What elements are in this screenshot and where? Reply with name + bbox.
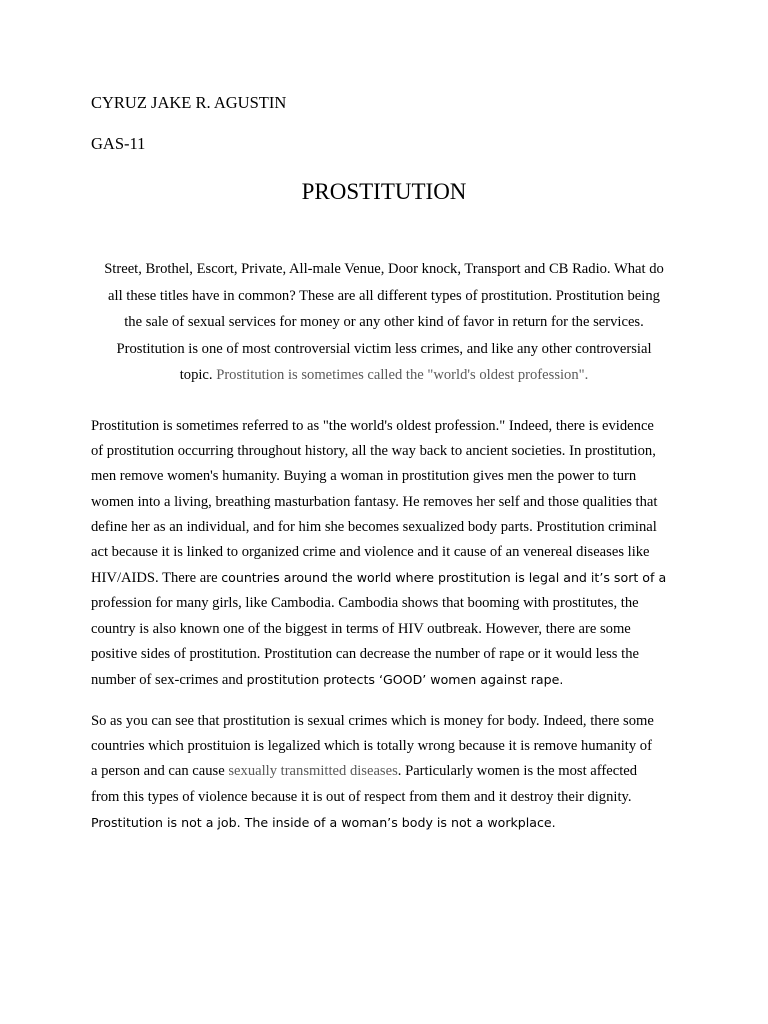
pasted-fragment: countries around the world where prostitution is legal and it’s sort of a bbox=[221, 570, 667, 586]
intro-quote: Prostitution is sometimes called the "world's oldest profession". bbox=[216, 367, 589, 383]
line-fragment: a person and can cause bbox=[91, 763, 229, 780]
paragraph-line: act because it is linked to organized crime and violence and it cause of an venereal diseases like bbox=[91, 544, 650, 561]
paragraph-line: women into a living, breathing masturbation fantasy. He removes her self and those qualities that bbox=[91, 493, 658, 510]
intro-paragraph bbox=[80, 256, 688, 389]
pasted-fragment: prostitution protects ‘GOOD’ women against rape. bbox=[246, 672, 564, 688]
paragraph-line: men remove women's humanity. Buying a woman in prostitution gives men the power to turn bbox=[91, 468, 637, 485]
intro-line: all these titles have in common? These are all different types of prostitution. Prostitution being bbox=[108, 287, 660, 304]
paragraph-line bbox=[91, 565, 691, 591]
intro-line-start: topic. bbox=[179, 367, 217, 383]
essay-title: PROSTITUTION bbox=[301, 179, 467, 204]
line-fragment: . Particularly women is the most affected bbox=[397, 763, 638, 780]
paragraph-line: So as you can see that prostitution is sexual crimes which is money for body. Indeed, there some bbox=[91, 713, 654, 729]
body-paragraph-2 bbox=[91, 709, 691, 835]
intro-line: Street, Brothel, Escort, Private, All-male Venue, Door knock, Transport and CB Radio. What do bbox=[104, 261, 664, 277]
line-fragment: number of sex-crimes and bbox=[91, 672, 247, 689]
highlighted-term: sexually transmitted diseases bbox=[228, 763, 398, 780]
closing-statement: Prostitution is not a job. The inside of a woman’s body is not a workplace. bbox=[91, 814, 556, 830]
paragraph-line: country is also known one of the biggest in terms of HIV outbreak. However, there are some bbox=[91, 620, 631, 637]
paragraph-line: Prostitution is sometimes referred to as "the world's oldest profession." Indeed, there is evidence bbox=[91, 418, 654, 434]
paragraph-line bbox=[91, 759, 691, 784]
paragraph-line: profession for many girls, like Cambodia. Cambodia shows that booming with prostitutes, the bbox=[91, 595, 639, 612]
intro-line: the sale of sexual services for money or any other kind of favor in return for the services. bbox=[124, 314, 644, 330]
paragraph-line: countries which prostituion is legalized which is totally wrong because it is remove humanity of bbox=[91, 738, 652, 755]
paragraph-line: positive sides of prostitution. Prostitution can decrease the number of rape or it would less the bbox=[91, 645, 639, 662]
body-paragraph-1 bbox=[91, 414, 691, 693]
author-name: CYRUZ JAKE R. AGUSTIN bbox=[91, 93, 287, 112]
paragraph-line: from this types of violence because it is out of respect from them and it destroy their dignity. bbox=[91, 788, 632, 805]
paragraph-line bbox=[91, 667, 691, 693]
line-fragment: HIV/AIDS. There are bbox=[91, 570, 222, 587]
intro-line bbox=[80, 362, 688, 389]
paragraph-line: define her as an individual, and for him she becomes sexualized body parts. Prostitution criminal bbox=[91, 518, 657, 535]
intro-line: Prostitution is one of most controversial victim less crimes, and like any other controversial bbox=[116, 340, 652, 357]
class-section: GAS-11 bbox=[91, 134, 146, 153]
paragraph-line: of prostitution occurring throughout history, all the way back to ancient societies. In prostitution, bbox=[91, 443, 656, 460]
